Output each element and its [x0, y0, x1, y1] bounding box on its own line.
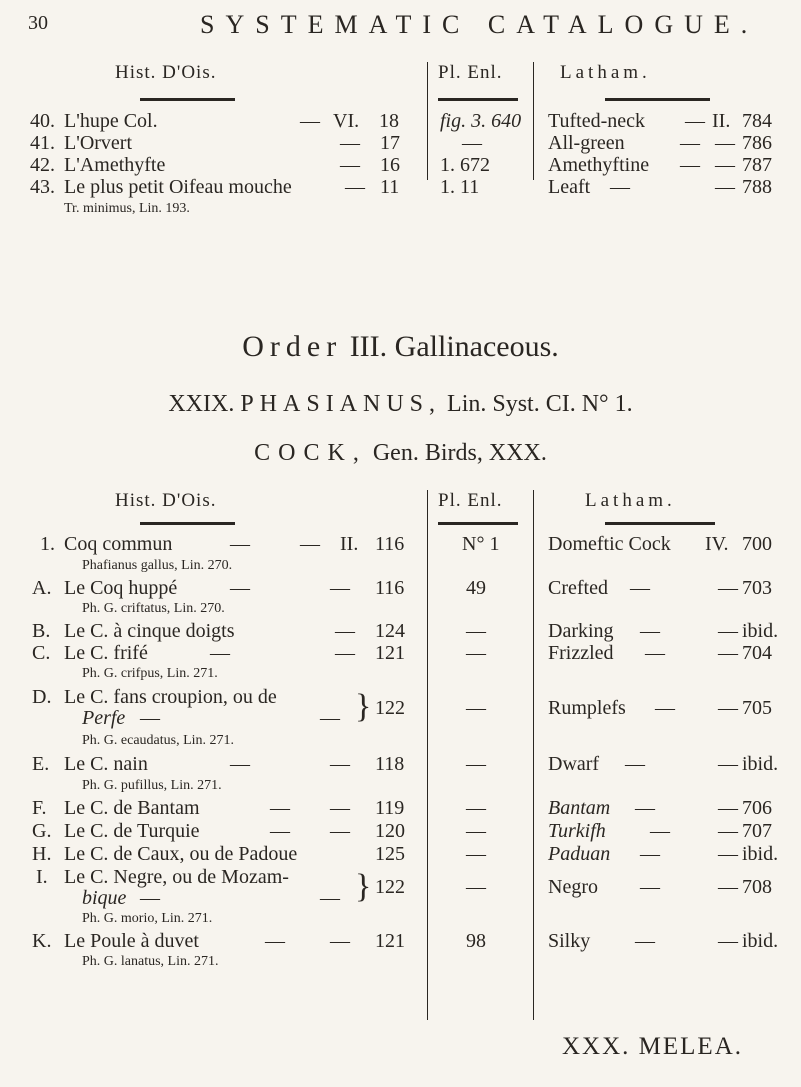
top-header-pl: Pl. Enl.	[438, 62, 503, 83]
leader-dash: —	[265, 930, 285, 952]
row-latham-page: 703	[742, 577, 772, 599]
row-latham-page: 700	[742, 533, 772, 555]
column-divider	[533, 490, 534, 1020]
cock-ref: Gen. Birds, XXX.	[372, 440, 547, 466]
row-vol: II.	[340, 533, 359, 555]
row-no: D.	[32, 686, 52, 708]
row-latham-page: ibid.	[742, 930, 779, 952]
row-name: Le C. de Caux, ou de Padoue	[64, 843, 298, 865]
row-page: 120	[375, 820, 405, 842]
row-pl: —	[466, 843, 486, 865]
row-synonym: Ph. G. crifpus, Lin. 271.	[82, 666, 218, 681]
leader-dash: —	[640, 843, 660, 865]
row-no: H.	[32, 843, 52, 865]
leader-dash: —	[330, 930, 350, 952]
row-latham-page: ibid.	[742, 843, 779, 865]
header-rule	[605, 522, 715, 525]
top-row-latham-name: All-green	[548, 132, 625, 154]
top-row-vol: VI.	[333, 110, 360, 132]
top-row-page: 17	[380, 132, 400, 154]
row-pl: —	[466, 876, 486, 898]
leader-dash: —	[330, 753, 350, 775]
row-page: 124	[375, 620, 405, 642]
row-latham-name: Dwarf	[548, 753, 600, 775]
row-synonym: Ph. G. morio, Lin. 271.	[82, 911, 213, 926]
row-no: I.	[36, 866, 48, 888]
row-name-continued: Perfe	[82, 707, 126, 729]
row-no: B.	[32, 620, 51, 642]
row-latham-name: Silky	[548, 930, 591, 952]
leader-dash: —	[140, 887, 160, 909]
top-row-no: 43.	[30, 176, 55, 198]
top-row-latham-page: 787	[742, 154, 772, 176]
leader-dash: —	[335, 642, 355, 664]
row-pl: —	[466, 697, 486, 719]
catchword: XXX. MELEA.	[562, 1033, 744, 1060]
cock-heading	[0, 440, 801, 467]
row-page: 118	[375, 753, 405, 775]
row-name: Coq commun	[64, 533, 173, 555]
row-latham-vol: —	[718, 697, 738, 719]
order-heading	[0, 330, 801, 364]
leader-dash: —	[610, 176, 630, 198]
order-numeral: III.	[349, 330, 388, 363]
leader-dash: —	[645, 642, 665, 664]
row-latham-vol: —	[718, 620, 738, 642]
leader-dash: —	[635, 930, 655, 952]
header-rule	[438, 98, 518, 101]
top-row-latham-name: Leaft	[548, 176, 591, 198]
row-latham-vol: —	[718, 797, 738, 819]
row-no: F.	[32, 797, 47, 819]
top-row-vol: —	[340, 132, 360, 154]
bottom-header-pl: Pl. Enl.	[438, 490, 503, 511]
top-row-latham-vol: —	[715, 154, 735, 176]
cock-name: COCK,	[254, 440, 367, 466]
row-page: 121	[375, 642, 405, 664]
leader-dash: —	[270, 797, 290, 819]
leader-dash: —	[330, 577, 350, 599]
row-name: Le Coq huppé	[64, 577, 178, 599]
row-latham-name: Darking	[548, 620, 614, 642]
row-no: C.	[32, 642, 51, 664]
leader-dash: —	[230, 533, 250, 555]
row-pl: 98	[466, 930, 486, 952]
page-number: 30	[28, 12, 48, 34]
leader-dash: —	[630, 577, 650, 599]
order-word: Order	[242, 330, 343, 363]
leader-dash: —	[330, 797, 350, 819]
top-row-name: L'hupe Col.	[64, 110, 158, 132]
top-header-latham: Latham.	[560, 62, 651, 83]
row-latham-page: 705	[742, 697, 772, 719]
row-latham-name: Domeftic Cock	[548, 533, 671, 555]
leader-dash: —	[210, 642, 230, 664]
dash: —	[300, 110, 320, 132]
row-latham-name: Negro	[548, 876, 598, 898]
top-row-name: Le plus petit Oifeau mouche	[64, 176, 292, 198]
top-row-pl: fig. 3. 640	[440, 110, 522, 132]
row-latham-name: Crefted	[548, 577, 608, 599]
row-latham-page: ibid.	[742, 620, 779, 642]
row-synonym: Ph. G. criftatus, Lin. 270.	[82, 601, 225, 616]
top-row-latham-name: Amethyftine	[548, 154, 650, 176]
bottom-header-hist: Hist. D'Ois.	[115, 490, 217, 511]
leader-dash: —	[140, 707, 160, 729]
row-synonym: Ph. G. ecaudatus, Lin. 271.	[82, 733, 235, 748]
row-latham-vol: —	[718, 930, 738, 952]
leader-dash: —	[330, 820, 350, 842]
leader-dash: —	[230, 753, 250, 775]
row-page: 116	[375, 533, 405, 555]
leader-dash: —	[270, 820, 290, 842]
row-latham-vol: —	[718, 876, 738, 898]
row-latham-name: Frizzled	[548, 642, 614, 664]
header-rule	[140, 522, 235, 525]
row-pl: —	[466, 642, 486, 664]
order-name: Gallinaceous.	[394, 330, 559, 363]
row-latham-name: Bantam	[548, 797, 611, 819]
row-latham-page: 707	[742, 820, 772, 842]
leader-dash: —	[680, 132, 700, 154]
leader-dash: —	[685, 110, 705, 132]
row-page: 122	[375, 697, 405, 719]
row-name: Le C. Negre, ou de Mozam-	[64, 866, 289, 888]
top-row-name: L'Amethyfte	[64, 154, 166, 176]
top-row-page: 18	[379, 110, 399, 132]
leader-dash: —	[320, 887, 340, 909]
top-row-page: 16	[380, 154, 400, 176]
top-row-pl: 1. 672	[440, 154, 490, 176]
row-page: 125	[375, 843, 405, 865]
row-page: 121	[375, 930, 405, 952]
brace: }	[355, 868, 372, 905]
bottom-header-latham: Latham.	[585, 490, 676, 511]
genus-roman: XXIX.	[168, 391, 235, 417]
leader-dash: —	[320, 707, 340, 729]
row-latham-vol: —	[718, 577, 738, 599]
top-row-page: 11	[380, 176, 400, 198]
leader-dash: —	[650, 820, 670, 842]
top-row-latham-name: Tufted-neck	[548, 110, 646, 132]
row-page: 119	[375, 797, 405, 819]
row-no: A.	[32, 577, 52, 599]
row-synonym: Ph. G. pufillus, Lin. 271.	[82, 778, 222, 793]
leader-dash: —	[300, 533, 320, 555]
row-latham-vol: —	[718, 843, 738, 865]
top-row-no: 41.	[30, 132, 55, 154]
leader-dash: —	[635, 797, 655, 819]
row-latham-vol: IV.	[705, 533, 729, 555]
row-name: Le C. nain	[64, 753, 148, 775]
row-pl: N° 1	[462, 533, 500, 555]
row-no: E.	[32, 753, 50, 775]
row-name: Le C. fans croupion, ou de	[64, 686, 277, 708]
leader-dash: —	[680, 154, 700, 176]
top-row-latham-page: 788	[742, 176, 772, 198]
top-row-no: 40.	[30, 110, 55, 132]
row-name: Le C. de Bantam	[64, 797, 200, 819]
row-latham-page: ibid.	[742, 753, 779, 775]
row-name: Le C. à cinque doigts	[64, 620, 235, 642]
dash: —	[345, 176, 365, 198]
row-latham-page: 706	[742, 797, 772, 819]
row-name: Le C. de Turquie	[64, 820, 200, 842]
row-name-continued: bique	[82, 887, 127, 909]
row-pl: —	[466, 820, 486, 842]
leader-dash: —	[640, 876, 660, 898]
top-row-latham-vol: —	[715, 132, 735, 154]
header-rule	[438, 522, 518, 525]
genus-name: PHASIANUS,	[240, 391, 442, 417]
header-rule	[605, 98, 710, 101]
column-divider	[533, 62, 534, 180]
row-latham-name: Rumplefs	[548, 697, 626, 719]
row-name: Le C. frifé	[64, 642, 148, 664]
top-row-latham-vol: —	[715, 176, 735, 198]
top-row-pl: 1. 11	[440, 176, 480, 198]
row-latham-vol: —	[718, 642, 738, 664]
genus-ref: Lin. Syst. CI. N° 1.	[447, 391, 633, 417]
header-rule	[140, 98, 235, 101]
leader-dash: —	[335, 620, 355, 642]
row-pl: —	[466, 753, 486, 775]
row-latham-page: 708	[742, 876, 772, 898]
running-head: SYSTEMATIC CATALOGUE.	[200, 10, 759, 39]
top-row-synonym: Tr. minimus, Lin. 193.	[64, 201, 190, 216]
row-latham-name: Paduan	[548, 843, 611, 865]
top-row-latham-page: 784	[742, 110, 772, 132]
leader-dash: —	[655, 697, 675, 719]
row-no: G.	[32, 820, 52, 842]
top-row-no: 42.	[30, 154, 55, 176]
row-latham-name: Turkifh	[548, 820, 606, 842]
row-latham-page: 704	[742, 642, 772, 664]
row-no: K.	[32, 930, 52, 952]
brace: }	[355, 688, 372, 725]
row-latham-vol: —	[718, 753, 738, 775]
row-synonym: Ph. G. lanatus, Lin. 271.	[82, 954, 219, 969]
top-row-pl: —	[462, 132, 482, 154]
top-row-latham-vol: II.	[712, 110, 731, 132]
row-page: 122	[375, 876, 405, 898]
leader-dash: —	[625, 753, 645, 775]
leader-dash: —	[230, 577, 250, 599]
row-latham-vol: —	[718, 820, 738, 842]
row-synonym: Phafianus gallus, Lin. 270.	[82, 558, 233, 573]
top-row-latham-page: 786	[742, 132, 772, 154]
column-divider	[427, 62, 428, 180]
column-divider	[427, 490, 428, 1020]
row-pl: —	[466, 620, 486, 642]
row-no: 1.	[40, 533, 55, 555]
top-header-hist: Hist. D'Ois.	[115, 62, 217, 83]
genus-heading	[0, 391, 801, 418]
row-name: Le Poule à duvet	[64, 930, 199, 952]
leader-dash: —	[640, 620, 660, 642]
top-row-name: L'Orvert	[64, 132, 133, 154]
row-pl: —	[466, 797, 486, 819]
row-page: 116	[375, 577, 405, 599]
top-row-vol: —	[340, 154, 360, 176]
row-pl: 49	[466, 577, 486, 599]
